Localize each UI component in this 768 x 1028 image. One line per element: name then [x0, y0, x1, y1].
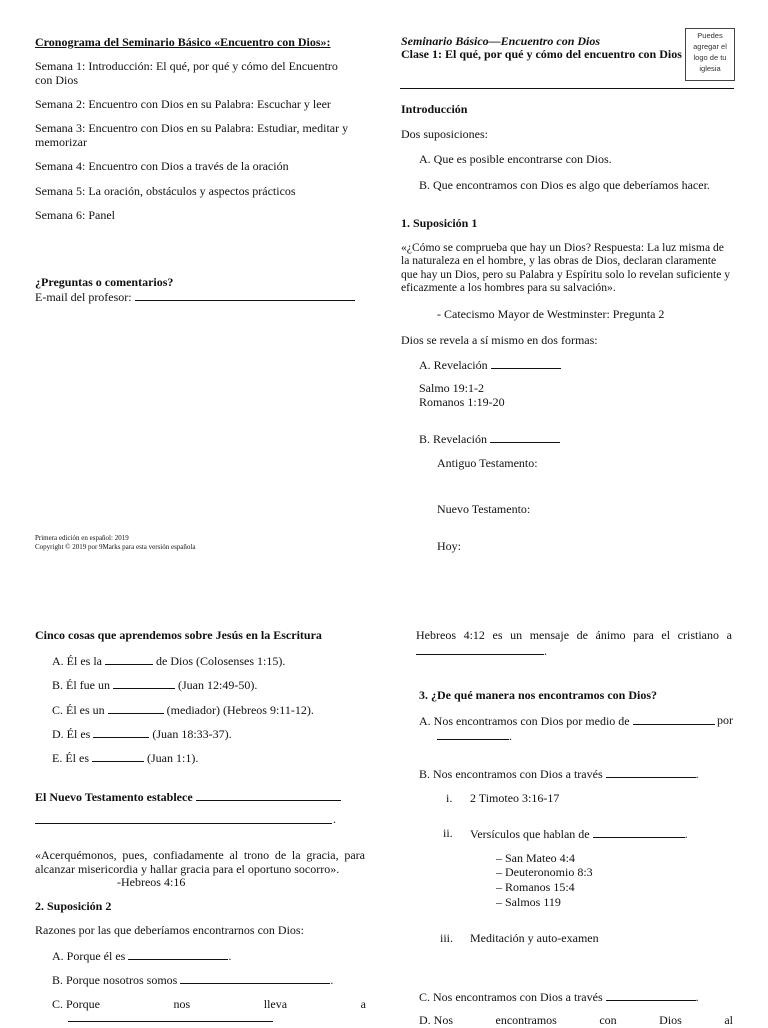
jesus-item-b-pre: B. Él fue un — [52, 678, 110, 692]
revelation-a-label: A. Revelación — [419, 358, 488, 372]
way-d-word-1: D. Nos — [419, 1013, 454, 1027]
five-things-heading: Cinco cosas que aprendemos sobre Jesús en la Escritura — [35, 628, 322, 642]
nt-establishes — [35, 790, 341, 805]
edition-note: Primera edición en español: 2019 — [35, 534, 129, 542]
reason-b: B. Porque nosotros somos . — [52, 973, 334, 987]
way-a — [419, 714, 733, 729]
reveals-label: Dios se revela a sí mismo en dos formas: — [401, 333, 598, 347]
nt-establishes-blank — [196, 790, 341, 801]
quote-source: - Catecismo Mayor de Westminster: Pregunta 2 — [437, 307, 665, 321]
section-1-heading: 1. Suposición 1 — [401, 216, 478, 230]
verse-2: – Deuteronomio 8:3 — [496, 865, 593, 879]
jesus-item-d-post: (Juan 18:33-37). — [149, 727, 232, 741]
way-d-word-3: con — [599, 1013, 617, 1027]
reason-c-word-1: C. Porque — [52, 997, 100, 1011]
hebrews-word-6: de — [576, 628, 588, 642]
revelation-b — [419, 432, 560, 447]
hebrews-word-3: es — [492, 628, 503, 642]
hebrews-word-1: Hebreos — [416, 628, 456, 642]
way-b-ii-num: ii. — [443, 826, 453, 840]
hebrews-blank — [416, 644, 544, 655]
jesus-item-b-blank — [113, 678, 175, 689]
hebrews-ref: -Hebreos 4:16 — [117, 875, 186, 889]
way-d — [419, 1014, 733, 1028]
logo-text-4: iglesia — [699, 63, 721, 73]
way-b-i-text: 2 Timoteo 3:16-17 — [470, 791, 560, 805]
reason-b-label: B. Porque nosotros somos — [52, 973, 178, 987]
hebrews-word-4: un — [510, 628, 523, 642]
way-b-ii-text: Versículos que hablan de — [470, 827, 590, 841]
jesus-item-c-post: (mediador) (Hebreos 9:11-12). — [163, 703, 314, 717]
way-a-line-2: . — [437, 729, 512, 744]
jesus-item-e-post: (Juan 1:1). — [144, 751, 199, 765]
hebrews-blank-line: . — [416, 644, 547, 659]
jesus-item-d-pre: D. Él es — [52, 727, 91, 741]
header-divider — [400, 88, 734, 89]
reason-b-blank — [180, 973, 330, 984]
revelation-b-blank — [490, 432, 560, 443]
romans-ref: Romanos 1:19-20 — [419, 395, 505, 409]
hebrews-quote: «Acerquémonos, pues, confiadamente al trono de la gracia, para alcanzar misericordia y hallar gracia para el oportuno socorro». — [35, 848, 365, 876]
way-a-blank — [633, 714, 715, 725]
hebrews-word-7: ánimo — [595, 628, 626, 642]
hebrews-word-5: mensaje — [529, 628, 570, 642]
assumption-b: B. Que encontramos con Dios es algo que deberíamos hacer. — [419, 178, 710, 192]
catechism-quote: «¿Cómo se comprueba que hay un Dios? Respuesta: La luz misma de la naturaleza en el hombre, y las obras de Dios, declaran claramente que hay un Dios, pero su Palabra y Espíritu solo lo revelan suficiente y eficazmente a los hombres para su salvación». — [401, 241, 731, 294]
questions-heading: ¿Preguntas o comentarios? — [35, 275, 174, 289]
class-title: Clase 1: El qué, por qué y cómo del encuentro con Dios — [401, 47, 682, 61]
jesus-item-b-post: (Juan 12:49-50). — [175, 678, 258, 692]
way-b-ii-blank — [593, 827, 685, 838]
email-line — [35, 290, 355, 305]
reason-c-blank — [68, 1021, 273, 1022]
way-b-text: B. Nos encontramos con Dios a través — [419, 767, 603, 781]
hebrews-word-11: a — [726, 628, 732, 642]
way-b-blank — [606, 767, 696, 778]
nt-establishes-period: . — [333, 812, 336, 826]
way-d-word-2: encontramos — [495, 1013, 557, 1027]
reason-c-word-4: a — [360, 997, 366, 1011]
jesus-item-a — [52, 654, 285, 669]
week-5: Semana 5: La oración, obstáculos y aspectos prácticos — [35, 184, 296, 198]
jesus-item-a-post: de Dios (Colosenses 1:15). — [153, 654, 286, 668]
verse-4: – Salmos 119 — [496, 895, 561, 909]
email-label: E-mail del profesor: — [35, 290, 132, 304]
logo-text-3: logo de tu — [693, 52, 727, 62]
hebrews-word-10: cristiano — [677, 628, 719, 642]
way-b: B. Nos encontramos con Dios a través . — [419, 767, 699, 781]
assumption-a: A. Que es posible encontrarse con Dios. — [419, 152, 612, 166]
jesus-item-c-blank — [108, 703, 164, 714]
revelation-a-blank — [491, 358, 561, 369]
reason-c-word-2: nos — [173, 997, 191, 1011]
jesus-item-d-blank — [93, 727, 149, 738]
section-2-heading: 2. Suposición 2 — [35, 899, 112, 913]
week-1: Semana 1: Introducción: El qué, por qué y cómo del Encuentro con Dios — [35, 59, 338, 87]
nt-establishes-label: El Nuevo Testamento establece — [35, 790, 193, 804]
jesus-item-e-blank — [92, 751, 144, 762]
hebrews-word-9: el — [661, 628, 671, 642]
verse-3: – Romanos 15:4 — [496, 880, 575, 894]
assumptions-label: Dos suposiciones: — [401, 127, 488, 141]
jesus-item-d — [52, 727, 232, 742]
jesus-item-c — [52, 703, 314, 718]
nt-establishes-blank-2 — [35, 823, 332, 824]
reasons-label: Razones por las que deberíamos encontrarnos con Dios: — [35, 923, 304, 937]
new-testament-label: Nuevo Testamento: — [437, 502, 531, 516]
revelation-b-label: B. Revelación — [419, 432, 487, 446]
week-6: Semana 6: Panel — [35, 208, 115, 222]
way-a-por: por — [717, 713, 733, 727]
series-title: Seminario Básico—Encuentro con Dios — [401, 34, 601, 48]
reason-c — [52, 998, 366, 1012]
jesus-item-a-blank — [105, 654, 153, 665]
jesus-item-a-pre: A. Él es la — [52, 654, 102, 668]
way-a-text: A. Nos encontramos con Dios por medio de — [419, 714, 715, 729]
jesus-item-c-pre: C. Él es un — [52, 703, 105, 717]
week-2: Semana 2: Encuentro con Dios en su Palabra: Escuchar y leer — [35, 97, 331, 111]
hebrews-412-line — [416, 629, 732, 643]
logo-placeholder — [685, 28, 735, 81]
verse-1: – San Mateo 4:4 — [496, 851, 575, 865]
way-b-i-num: i. — [446, 791, 453, 805]
reason-a-blank — [128, 949, 228, 960]
way-c: C. Nos encontramos con Dios a través . — [419, 990, 699, 1004]
way-c-blank — [606, 990, 696, 1001]
logo-text-2: agregar el — [693, 41, 727, 51]
jesus-item-e-pre: E. Él es — [52, 751, 89, 765]
intro-heading: Introducción — [401, 102, 468, 116]
old-testament-label: Antiguo Testamento: — [437, 456, 538, 470]
way-b-ii: Versículos que hablan de . — [470, 827, 688, 841]
email-blank — [135, 290, 355, 301]
reason-a: A. Porque él es . — [52, 949, 232, 963]
jesus-item-b — [52, 678, 257, 693]
schedule-title: Cronograma del Seminario Básico «Encuentro con Dios»: — [35, 35, 331, 49]
psalm-ref: Salmo 19:1-2 — [419, 381, 484, 395]
logo-text-1: Puedes — [697, 31, 723, 40]
week-4: Semana 4: Encuentro con Dios a través de la oración — [35, 159, 289, 173]
today-label: Hoy: — [437, 539, 461, 553]
hebrews-word-8: para — [633, 628, 654, 642]
way-a-blank-2 — [437, 729, 509, 740]
way-d-word-4: Dios — [659, 1013, 682, 1027]
reason-c-word-3: lleva — [263, 997, 288, 1011]
section-3-heading: 3. ¿De qué manera nos encontramos con Dios? — [419, 688, 657, 702]
way-b-iii-num: iii. — [440, 931, 454, 945]
week-3: Semana 3: Encuentro con Dios en su Palabra: Estudiar, meditar y memorizar — [35, 121, 349, 149]
way-c-text: C. Nos encontramos con Dios a través — [419, 990, 603, 1004]
jesus-item-e — [52, 751, 198, 766]
hebrews-word-2: 4:12 — [463, 628, 485, 642]
way-b-iii-text: Meditación y auto-examen — [470, 931, 599, 945]
way-d-word-5: al — [724, 1013, 733, 1027]
copyright-note: Copyright © 2019 por 9Marks para esta versión española — [35, 543, 196, 551]
reason-a-label: A. Porque él es — [52, 949, 126, 963]
revelation-a — [419, 358, 561, 373]
